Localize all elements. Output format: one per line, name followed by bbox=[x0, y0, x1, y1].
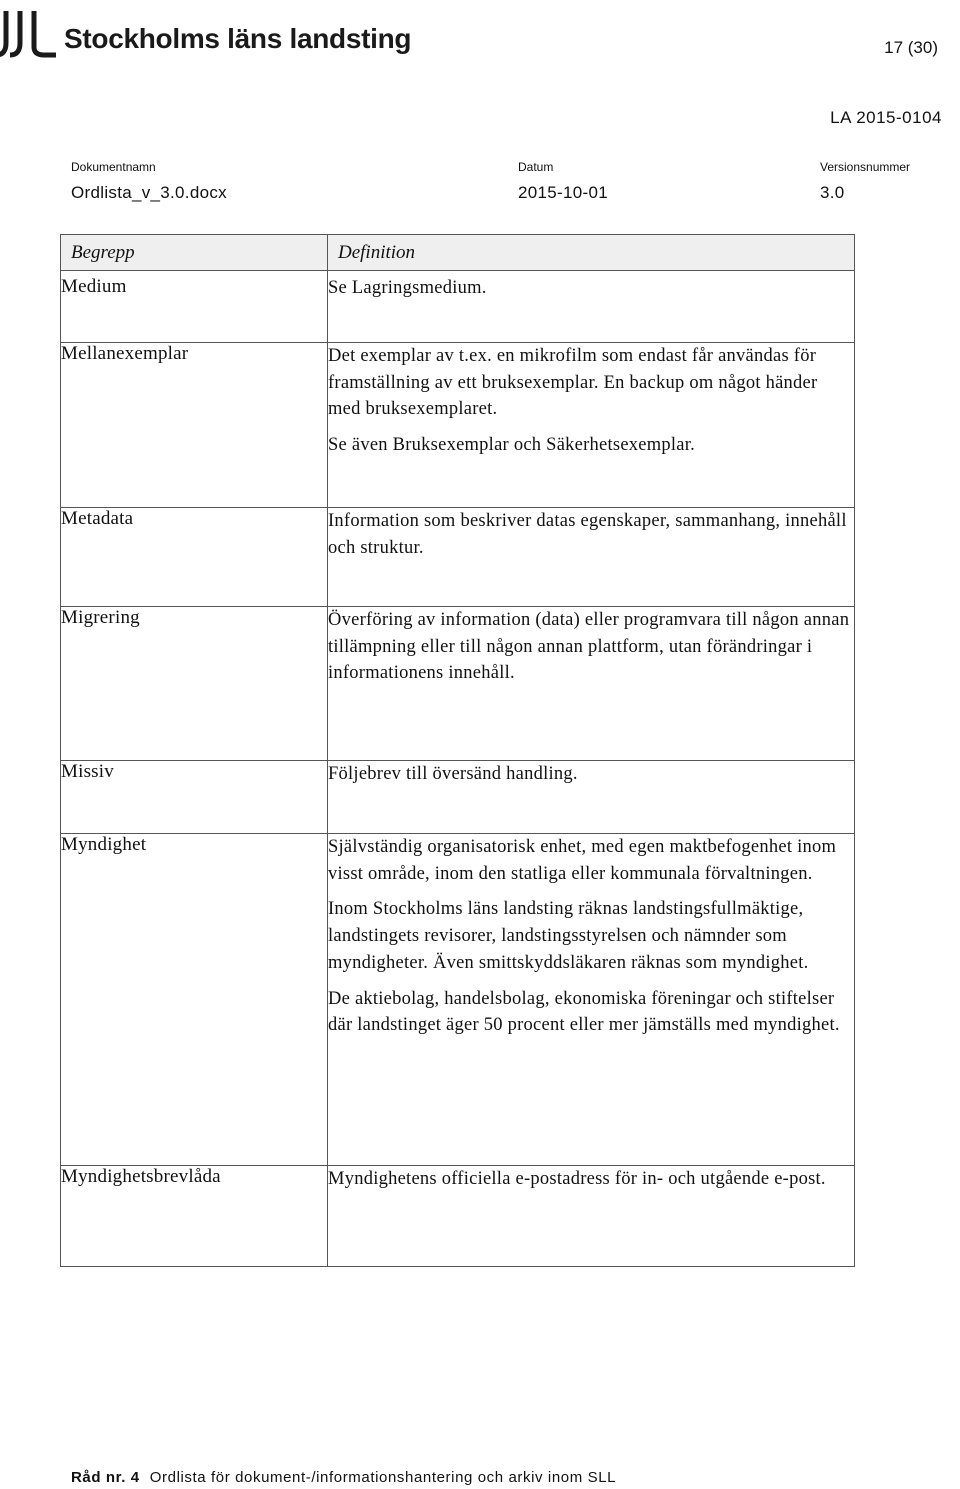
definition-paragraph: Självständig organisatorisk enhet, med egen maktbefogenhet inom visst område, inom den statliga eller kommunala förvaltningen. bbox=[328, 837, 837, 884]
term-cell: Myndighetsbrevlåda bbox=[61, 1166, 328, 1267]
definition-cell bbox=[328, 834, 855, 1166]
footer-text: Ordlista för dokument-/informationshantering och arkiv inom SLL bbox=[149, 1469, 617, 1486]
footer-label: Råd nr. 4 bbox=[71, 1469, 140, 1486]
table-row bbox=[61, 508, 855, 607]
meta-value-version: 3.0 bbox=[820, 183, 845, 202]
sll-logo-icon bbox=[0, 9, 58, 59]
definition-paragraph: Följebrev till översänd handling. bbox=[328, 764, 578, 784]
table-row bbox=[61, 761, 855, 834]
definition-cell bbox=[328, 607, 855, 761]
table-header-row bbox=[61, 235, 855, 271]
page-number: 17 (30) bbox=[884, 38, 938, 57]
meta-label-version: Versionsnummer bbox=[820, 160, 911, 174]
definition-paragraph: De aktiebolag, handelsbolag, ekonomiska föreningar och stiftelser där landstinget äger 50 procent eller mer jämställs med myndighet. bbox=[328, 988, 840, 1036]
table-row bbox=[61, 607, 855, 761]
table-row bbox=[61, 1166, 855, 1267]
definition-paragraph: Myndighetens officiella e-postadress för in- och utgående e-post. bbox=[328, 1169, 826, 1189]
table-row bbox=[61, 834, 855, 1166]
definition-paragraph: Se Lagringsmedium. bbox=[328, 278, 487, 298]
term-cell: Medium bbox=[61, 271, 328, 343]
definition-paragraph: Överföring av information (data) eller programvara till någon annan tillämpning eller till någon annan plattform, utan förändringar i informationens innehåll. bbox=[328, 610, 850, 684]
footer bbox=[71, 1469, 616, 1486]
logo-text: Stockholms läns landsting bbox=[64, 23, 412, 54]
definition-paragraph: Information som beskriver datas egenskaper, sammanhang, innehåll och struktur. bbox=[328, 511, 847, 558]
definition-paragraph: Inom Stockholms läns landsting räknas landstingsfullmäktige, landstingets revisorer, landstingsstyrelsen och nämnder som myndigheter. Även smittskyddsläkaren räknas som myndighet. bbox=[328, 899, 809, 973]
definition-cell bbox=[328, 761, 855, 834]
definition-paragraph: Se även Bruksexemplar och Säkerhetsexemplar. bbox=[328, 435, 696, 456]
sll-logo bbox=[0, 6, 411, 62]
definition-cell bbox=[328, 1166, 855, 1267]
definition-cell bbox=[328, 343, 855, 508]
meta-value-document-name: Ordlista_v_3.0.docx bbox=[71, 183, 227, 202]
table-row bbox=[61, 343, 855, 508]
glossary-table bbox=[60, 234, 855, 1267]
column-header-term: Begrepp bbox=[61, 235, 328, 271]
term-cell: Metadata bbox=[61, 508, 328, 607]
column-header-definition: Definition bbox=[328, 235, 855, 271]
definition-cell bbox=[328, 271, 855, 343]
table-row bbox=[61, 271, 855, 343]
document-id: LA 2015-0104 bbox=[830, 108, 942, 127]
term-cell: Myndighet bbox=[61, 834, 328, 1166]
term-cell: Missiv bbox=[61, 761, 328, 834]
meta-label-document-name: Dokumentnamn bbox=[71, 160, 156, 174]
term-cell: Migrering bbox=[61, 607, 328, 761]
meta-value-date: 2015-10-01 bbox=[518, 183, 608, 202]
definition-cell bbox=[328, 508, 855, 607]
term-cell: Mellanexemplar bbox=[61, 343, 328, 508]
meta-label-date: Datum bbox=[518, 160, 554, 174]
definition-paragraph: Det exemplar av t.ex. en mikrofilm som endast får användas för framställning av ett bruksexemplar. En backup om något händer med bruksexemplaret. bbox=[328, 346, 818, 420]
